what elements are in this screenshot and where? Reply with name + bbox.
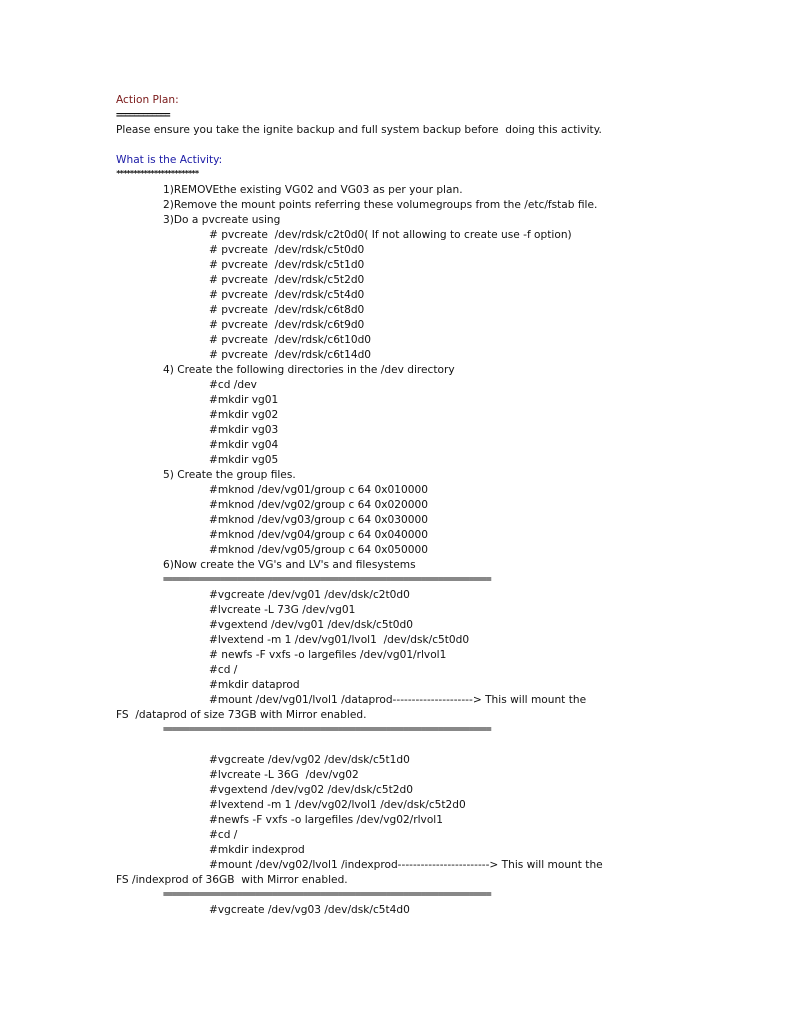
separator-line: ===========================================================================: [163, 890, 491, 900]
step-5: 5) Create the group files.: [163, 469, 296, 481]
vg03-command: #vgcreate /dev/vg03 /dev/dsk/c5t4d0: [209, 904, 410, 916]
vg01-command: #mkdir dataprod: [209, 679, 300, 691]
mknod-line: #mknod /dev/vg05/group c 64 0x050000: [209, 544, 428, 556]
pvcreate-line: # pvcreate /dev/rdsk/c6t9d0: [209, 319, 365, 331]
step-1: 1)REMOVEthe existing VG02 and VG03 as per your plan.: [163, 184, 463, 196]
mkdir-line: #mkdir vg05: [209, 454, 279, 466]
vg02-command: #vgcreate /dev/vg02 /dev/dsk/c5t1d0: [209, 754, 410, 766]
vg01-command: # newfs -F vxfs -o largefiles /dev/vg01/rlvol1: [209, 649, 447, 661]
vg01-command: #vgcreate /dev/vg01 /dev/dsk/c2t0d0: [209, 589, 410, 601]
vg02-command: #mkdir indexprod: [209, 844, 305, 856]
vg02-command: #lvextend -m 1 /dev/vg02/lvol1 /dev/dsk/c5t2d0: [209, 799, 466, 811]
mknod-line: #mknod /dev/vg03/group c 64 0x030000: [209, 514, 428, 526]
separator-line: ===========================================================================: [163, 575, 491, 585]
activity-underline: ************************: [116, 169, 198, 178]
vg02-command: #newfs -F vxfs -o largefiles /dev/vg02/rlvol1: [209, 814, 443, 826]
vg02-mount-note: FS /indexprod of 36GB with Mirror enabled.: [116, 874, 348, 886]
mkdir-line: #cd /dev: [209, 379, 257, 391]
mknod-line: #mknod /dev/vg01/group c 64 0x010000: [209, 484, 428, 496]
pvcreate-line: # pvcreate /dev/rdsk/c5t2d0: [209, 274, 365, 286]
pvcreate-line: # pvcreate /dev/rdsk/c5t0d0: [209, 244, 365, 256]
vg01-command: #lvextend -m 1 /dev/vg01/lvol1 /dev/dsk/c5t0d0: [209, 634, 470, 646]
vg01-mount-note: FS /dataprod of size 73GB with Mirror enabled.: [116, 709, 367, 721]
mkdir-line: #mkdir vg04: [209, 439, 279, 451]
backup-note: Please ensure you take the ignite backup and full system backup before doing this activity.: [116, 124, 602, 136]
vg02-command: #vgextend /dev/vg02 /dev/dsk/c5t2d0: [209, 784, 413, 796]
pvcreate-line: # pvcreate /dev/rdsk/c6t14d0: [209, 349, 372, 361]
vg01-command: #lvcreate -L 73G /dev/vg01: [209, 604, 356, 616]
step-2: 2)Remove the mount points referring these volumegroups from the /etc/fstab file.: [163, 199, 598, 211]
activity-title: What is the Activity:: [116, 154, 223, 166]
mkdir-line: #mkdir vg02: [209, 409, 279, 421]
vg01-mount-command: #mount /dev/vg01/lvol1 /dataprod---------------------> This will mount the: [209, 694, 587, 706]
vg02-command: #cd /: [209, 829, 238, 841]
step-4: 4) Create the following directories in the /dev directory: [163, 364, 455, 376]
pvcreate-line: # pvcreate /dev/rdsk/c2t0d0( If not allowing to create use -f option): [209, 229, 572, 241]
mknod-line: #mknod /dev/vg02/group c 64 0x020000: [209, 499, 428, 511]
vg02-command: #lvcreate -L 36G /dev/vg02: [209, 769, 359, 781]
step-6: 6)Now create the VG's and LV's and filesystems: [163, 559, 416, 571]
vg01-command: #vgextend /dev/vg01 /dev/dsk/c5t0d0: [209, 619, 413, 631]
separator-line: ===========================================================================: [163, 725, 491, 735]
pvcreate-line: # pvcreate /dev/rdsk/c5t4d0: [209, 289, 365, 301]
mknod-line: #mknod /dev/vg04/group c 64 0x040000: [209, 529, 428, 541]
mkdir-line: #mkdir vg01: [209, 394, 279, 406]
pvcreate-line: # pvcreate /dev/rdsk/c6t10d0: [209, 334, 372, 346]
vg01-command: #cd /: [209, 664, 238, 676]
mkdir-line: #mkdir vg03: [209, 424, 279, 436]
vg02-mount-command: #mount /dev/vg02/lvol1 /indexprod------------------------> This will mount the: [209, 859, 603, 871]
action-plan-title: Action Plan:: [116, 94, 179, 106]
step-3: 3)Do a pvcreate using: [163, 214, 281, 226]
pvcreate-line: # pvcreate /dev/rdsk/c6t8d0: [209, 304, 365, 316]
pvcreate-line: # pvcreate /dev/rdsk/c5t1d0: [209, 259, 365, 271]
action-plan-underline: ============: [116, 110, 170, 121]
